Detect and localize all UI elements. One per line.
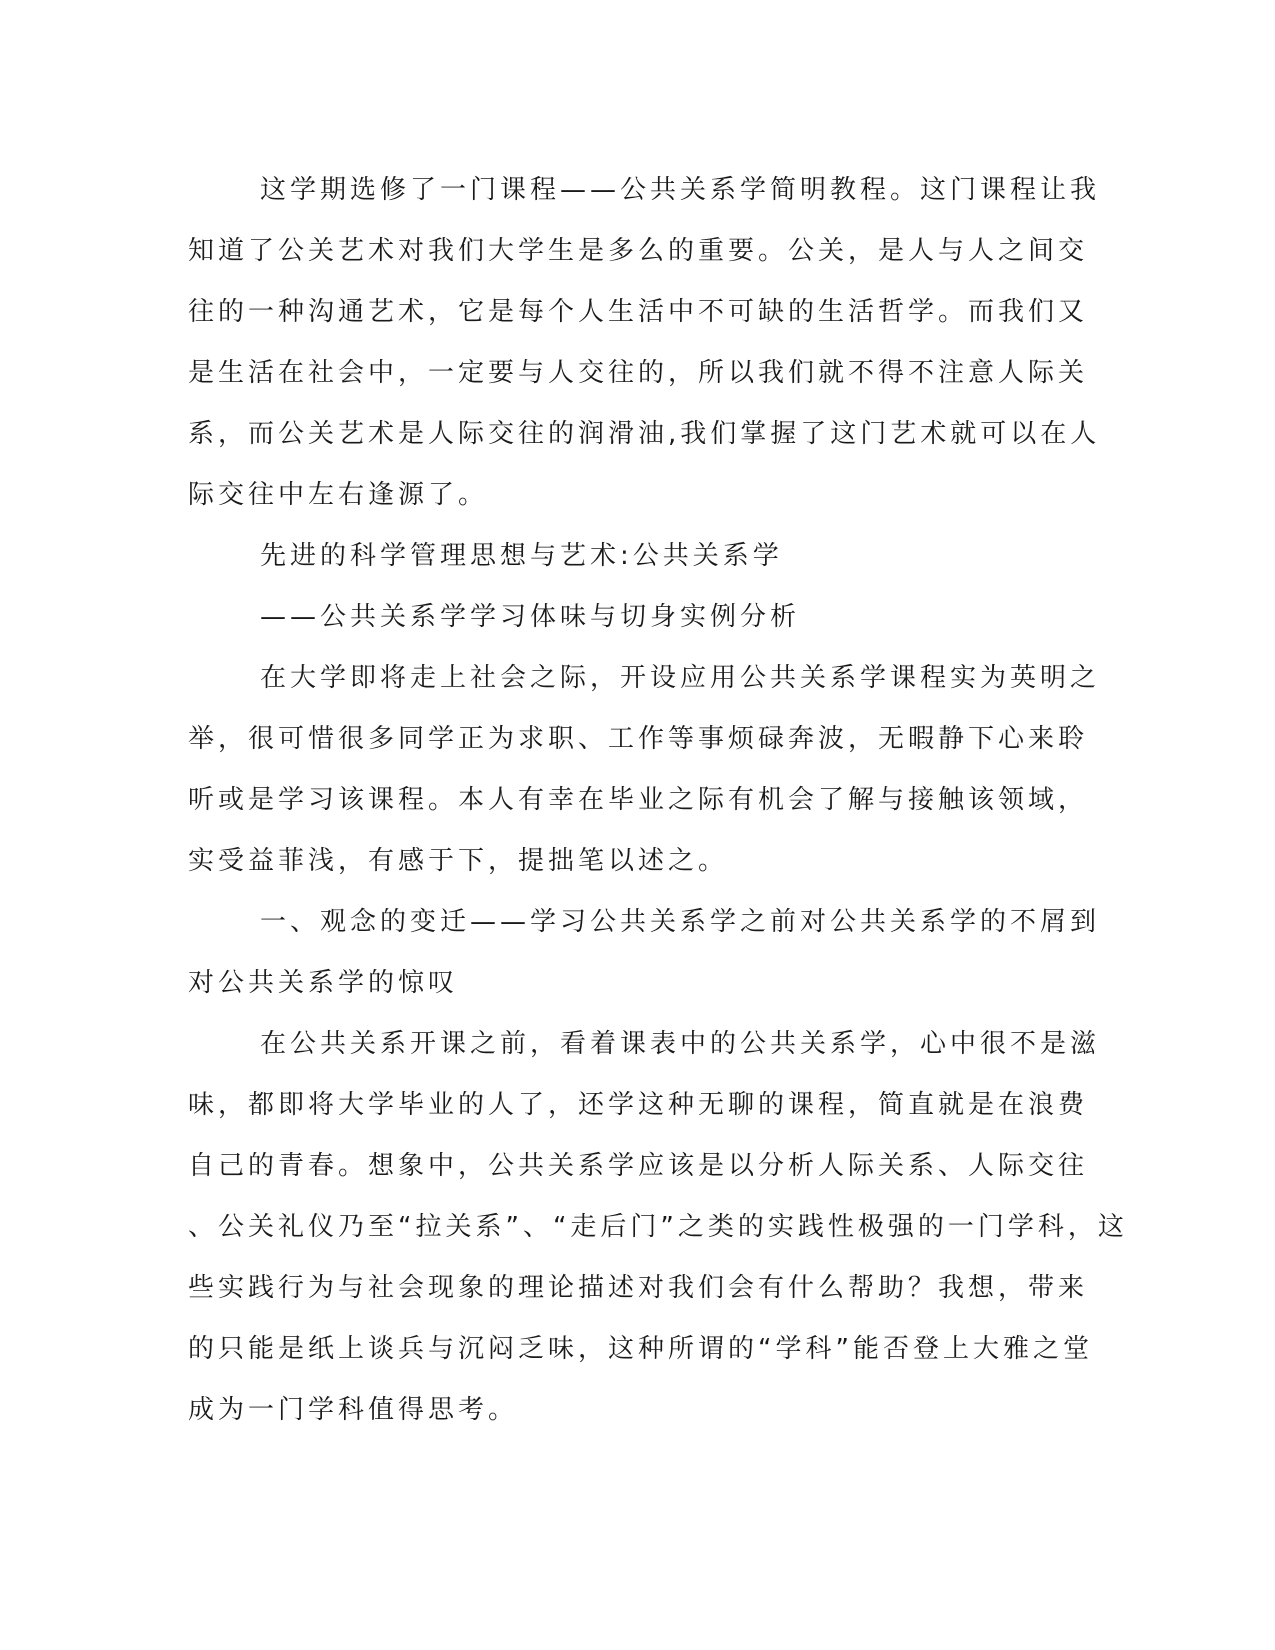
text-line: 知道了公关艺术对我们大学生是多么的重要。公关，是人与人之间交 xyxy=(188,236,1089,266)
paragraph-intro xyxy=(188,160,1101,526)
heading-section-one xyxy=(188,892,1101,1014)
text-line: 是生活在社会中，一定要与人交往的，所以我们就不得不注意人际关 xyxy=(188,358,1089,388)
text-line: 自己的青春。想象中，公共关系学应该是以分析人际关系、人际交往 xyxy=(188,1151,1089,1181)
text-line: 些实践行为与社会现象的理论描述对我们会有什么帮助？我想，带来 xyxy=(188,1273,1089,1303)
text-line: 、公关礼仪乃至“拉关系”、“走后门”之类的实践性极强的一门学科，这 xyxy=(188,1212,1128,1242)
text-line: 举，很可惜很多同学正为求职、工作等事烦碌奔波，无暇静下心来聆 xyxy=(188,724,1089,754)
text-line: 的只能是纸上谈兵与沉闷乏味，这种所谓的“学科”能否登上大雅之堂 xyxy=(188,1334,1093,1364)
text-line: 际交往中左右逢源了。 xyxy=(188,480,489,510)
text-line: 系，而公关艺术是人际交往的润滑油,我们掌握了这门艺术就可以在人 xyxy=(188,419,1101,449)
paragraph-opening xyxy=(188,648,1101,892)
text-line: 成为一门学科值得思考。 xyxy=(188,1395,519,1425)
text-line: 这学期选修了一门课程——公共关系学简明教程。这门课程让我 xyxy=(260,175,1101,205)
text-line: 往的一种沟通艺术，它是每个人生活中不可缺的生活哲学。而我们又 xyxy=(188,297,1089,327)
text-line: 一、观念的变迁——学习公共关系学之前对公共关系学的不屑到 xyxy=(260,907,1101,937)
text-line: 对公共关系学的惊叹 xyxy=(188,968,459,998)
text-line: 实受益菲浅，有感于下，提拙笔以述之。 xyxy=(188,846,729,876)
text-line: 在大学即将走上社会之际，开设应用公共关系学课程实为英明之 xyxy=(260,663,1101,693)
section-title xyxy=(188,526,1068,587)
section-subtitle xyxy=(188,587,1068,648)
text-line: 味，都即将大学毕业的人了，还学这种无聊的课程，简直就是在浪费 xyxy=(188,1090,1089,1120)
paragraph-section-one xyxy=(188,1014,1128,1441)
text-line: 听或是学习该课程。本人有幸在毕业之际有机会了解与接触该领域， xyxy=(188,785,1089,815)
text-line: 先进的科学管理思想与艺术:公共关系学 xyxy=(260,541,783,571)
document-body xyxy=(188,160,1128,1441)
text-line: 在公共关系开课之前，看着课表中的公共关系学，心中很不是滋 xyxy=(260,1029,1101,1059)
text-line: ——公共关系学学习体味与切身实例分析 xyxy=(260,602,801,632)
